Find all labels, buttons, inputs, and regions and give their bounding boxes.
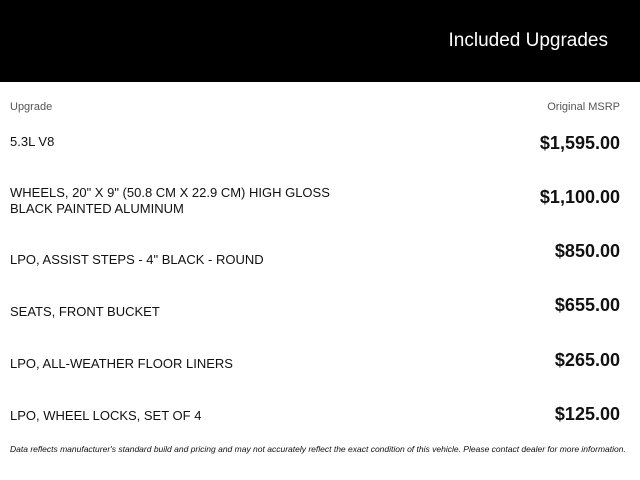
page-title: Included Upgrades xyxy=(448,30,608,51)
header-banner xyxy=(0,0,640,82)
upgrade-price: $265.00 xyxy=(554,350,620,370)
upgrade-name: WHEELS, 20" X 9" (50.8 CM X 22.9 CM) HIGH GLOSS BLACK PAINTED ALUMINUM xyxy=(10,185,330,216)
upgrade-price: $850.00 xyxy=(554,241,620,261)
upgrade-price: $1,100.00 xyxy=(539,187,620,207)
column-header-upgrade: Upgrade xyxy=(10,101,53,113)
upgrade-name: LPO, ALL-WEATHER FLOOR LINERS xyxy=(10,356,233,371)
upgrade-price: $125.00 xyxy=(554,404,620,424)
disclaimer-text: Data reflects manufacturer's standard build and pricing and may not accurately reflect the exact condition of this vehicle. Please contact dealer for more information. xyxy=(10,444,626,454)
upgrade-price: $1,595.00 xyxy=(539,133,620,153)
upgrade-name: SEATS, FRONT BUCKET xyxy=(10,304,160,319)
upgrade-name: LPO, ASSIST STEPS - 4" BLACK - ROUND xyxy=(10,252,264,267)
upgrade-name: LPO, WHEEL LOCKS, SET OF 4 xyxy=(10,408,202,423)
upgrade-price: $655.00 xyxy=(554,295,620,315)
upgrade-name: 5.3L V8 xyxy=(10,134,55,149)
column-header-original-msrp: Original MSRP xyxy=(547,101,620,113)
